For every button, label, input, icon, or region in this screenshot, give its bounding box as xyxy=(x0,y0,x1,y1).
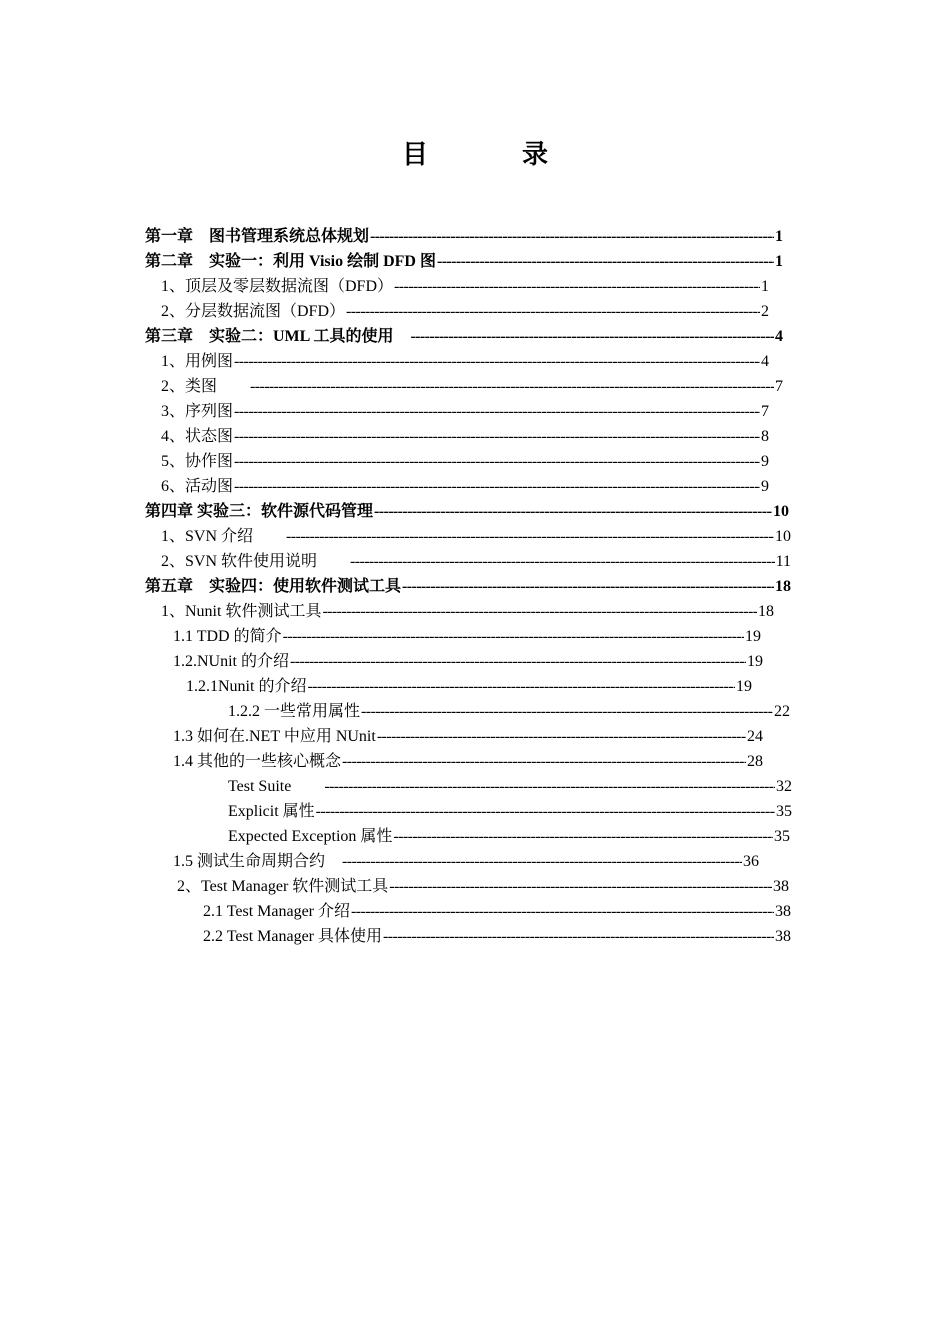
dot-leader xyxy=(234,350,760,374)
toc-entry[interactable]: 1.2.NUnit 的介绍 ----- 19 xyxy=(173,650,763,674)
toc-entry[interactable]: 3、序列图 ----- 7 xyxy=(161,400,769,424)
dot-leader xyxy=(250,375,774,399)
dot-leader xyxy=(307,675,735,699)
dot-leader xyxy=(410,325,774,349)
dot-leader xyxy=(402,575,774,599)
dot-leader xyxy=(234,425,760,449)
toc-entry[interactable]: 2、类图 ----- 7 xyxy=(161,375,783,399)
toc-entry[interactable]: Expected Exception 属性 ----- 35 xyxy=(228,825,790,849)
dot-leader xyxy=(394,275,760,299)
dot-leader xyxy=(437,250,774,274)
toc-entry[interactable]: 1.2.1Nunit 的介绍 ----- 19 xyxy=(186,675,752,699)
toc-entry[interactable]: 1.5 测试生命周期合约 ----- 36 xyxy=(173,850,759,874)
toc-entry[interactable]: Explicit 属性 ----- 35 xyxy=(228,800,792,824)
toc-entry[interactable]: 5、协作图 ----- 9 xyxy=(161,450,769,474)
toc-entry[interactable]: 1、用例图 ----- 4 xyxy=(161,350,769,374)
dot-leader xyxy=(351,900,774,924)
dot-leader xyxy=(350,550,775,574)
dot-leader xyxy=(234,475,760,499)
toc-entry[interactable]: 第一章 图书管理系统总体规划 ----- 1 xyxy=(145,225,783,249)
dot-leader xyxy=(283,625,744,649)
dot-leader xyxy=(342,850,742,874)
dot-leader xyxy=(389,875,772,899)
toc-entry[interactable]: 2、Test Manager 软件测试工具 ----- 38 xyxy=(177,875,789,899)
dot-leader xyxy=(377,725,746,749)
dot-leader xyxy=(370,225,774,249)
toc-entry[interactable]: 2.2 Test Manager 具体使用 ----- 38 xyxy=(203,925,791,949)
toc-title: 目 录 xyxy=(401,140,582,170)
dot-leader xyxy=(383,925,774,949)
toc-entry[interactable]: 1.3 如何在.NET 中应用 NUnit ----- 24 xyxy=(173,725,763,749)
toc-entry[interactable]: 6、活动图 ----- 9 xyxy=(161,475,769,499)
dot-leader xyxy=(346,300,760,324)
toc-entry[interactable]: 2、分层数据流图（DFD） ----- 2 xyxy=(161,300,769,324)
toc-entry[interactable]: 1、SVN 介绍 ----- 10 xyxy=(161,525,791,549)
dot-leader xyxy=(322,600,757,624)
dot-leader xyxy=(342,750,746,774)
toc-entry[interactable]: 1.4 其他的一些核心概念 ----- 28 xyxy=(173,750,763,774)
dot-leader xyxy=(374,500,772,524)
toc-entry[interactable]: 4、状态图 ----- 8 xyxy=(161,425,769,449)
dot-leader xyxy=(316,800,775,824)
toc-entry[interactable]: Test Suite ----- 32 xyxy=(228,775,792,799)
dot-leader xyxy=(324,775,775,799)
toc-entry[interactable]: 第四章 实验三：软件源代码管理 ----- 10 xyxy=(145,500,789,524)
toc-entry[interactable]: 第二章 实验一：利用 Visio 绘制 DFD 图 ----- 1 xyxy=(145,250,783,274)
dot-leader xyxy=(361,700,773,724)
toc-entry[interactable]: 1.1 TDD 的简介 ----- 19 xyxy=(173,625,761,649)
toc-entry[interactable]: 第五章 实验四：使用软件测试工具 ----- 18 xyxy=(145,575,791,599)
toc-entry[interactable]: 2、SVN 软件使用说明 ----- 11 xyxy=(161,550,791,574)
dot-leader xyxy=(234,450,760,474)
dot-leader xyxy=(286,525,774,549)
dot-leader xyxy=(290,650,746,674)
toc-entry[interactable]: 1、Nunit 软件测试工具 ----- 18 xyxy=(161,600,774,624)
toc-entry[interactable]: 1.2.2 一些常用属性 ----- 22 xyxy=(228,700,790,724)
toc-entry[interactable]: 2.1 Test Manager 介绍 ----- 38 xyxy=(203,900,791,924)
toc-entry[interactable]: 第三章 实验二：UML 工具的使用 ----- 4 xyxy=(145,325,783,349)
dot-leader xyxy=(234,400,760,424)
dot-leader xyxy=(393,825,773,849)
toc-entry[interactable]: 1、顶层及零层数据流图（DFD） ----- 1 xyxy=(161,275,769,299)
